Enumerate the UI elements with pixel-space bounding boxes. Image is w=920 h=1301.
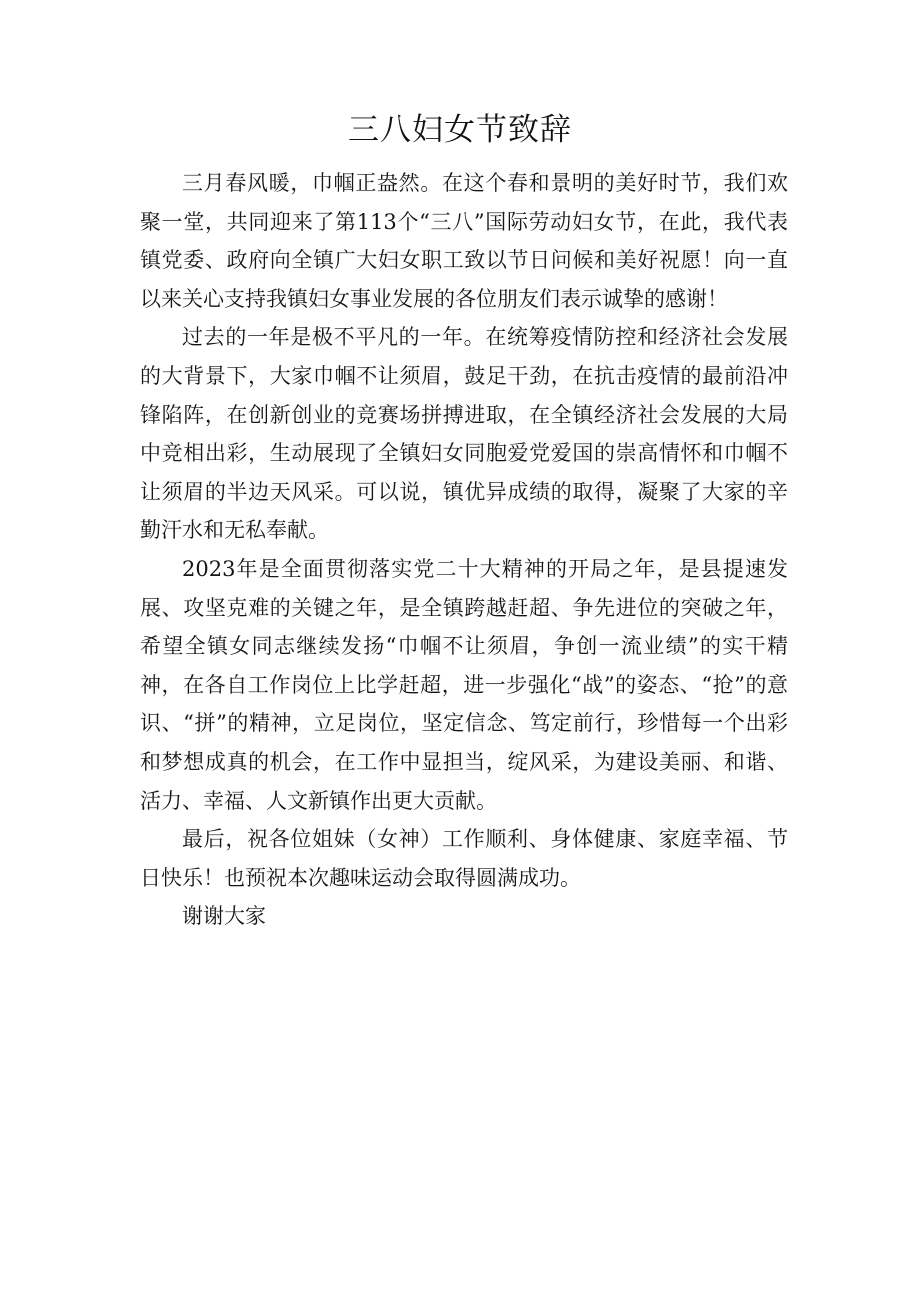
paragraph-2023-outlook: 2023年是全面贯彻落实党二十大精神的开局之年，是县提速发展、攻坚克难的关键之年，是全镇跨越赶超、争先进位的突破之年，希望全镇女同志继续发扬“巾帼不让须眉，争创一流业绩”的实干精神，在各自工作岗位上比学赶超，进一步强化“战”的姿态、“抢”的意识、“拼”的精神，立足岗位，坚定信念、笃定前行，珍惜每一个出彩和梦想成真的机会，在工作中显担当，绽风采，为建设美丽、和谐、活力、幸福、人文新镇作出更大贡献。	[140, 556, 788, 813]
paragraph-final-wishes: 最后，祝各位姐妹（女神）工作顺利、身体健康、家庭幸福、节日快乐！也预祝本次趣味运动会取得圆满成功。	[140, 827, 788, 890]
paragraph-past-year: 过去的一年是极不平凡的一年。在统筹疫情防控和经济社会发展的大背景下，大家巾帼不让须眉，鼓足干劲，在抗击疫情的最前沿冲锋陷阵，在创新创业的竞赛场拼搏进取，在全镇经济社会发展的大局中竞相出彩，生动展现了全镇妇女同胞爱党爱国的崇高情怀和巾帼不让须眉的半边天风采。可以说，镇优异成绩的取得，凝聚了大家的辛勤汗水和无私奉献。	[140, 325, 788, 543]
closing-thanks: 谢谢大家	[182, 904, 266, 929]
document-body	[140, 164, 788, 936]
paragraph-greeting: 三月春风暖，巾帼正盎然。在这个春和景明的美好时节，我们欢聚一堂，共同迎来了第113个“三八”国际劳动妇女节，在此，我代表镇党委、政府向全镇广大妇女职工致以节日问候和美好祝愿！向一直以来关心支持我镇妇女事业发展的各位朋友们表示诚挚的感谢！	[140, 171, 788, 311]
document-title: 三八妇女节致辞	[348, 112, 572, 148]
